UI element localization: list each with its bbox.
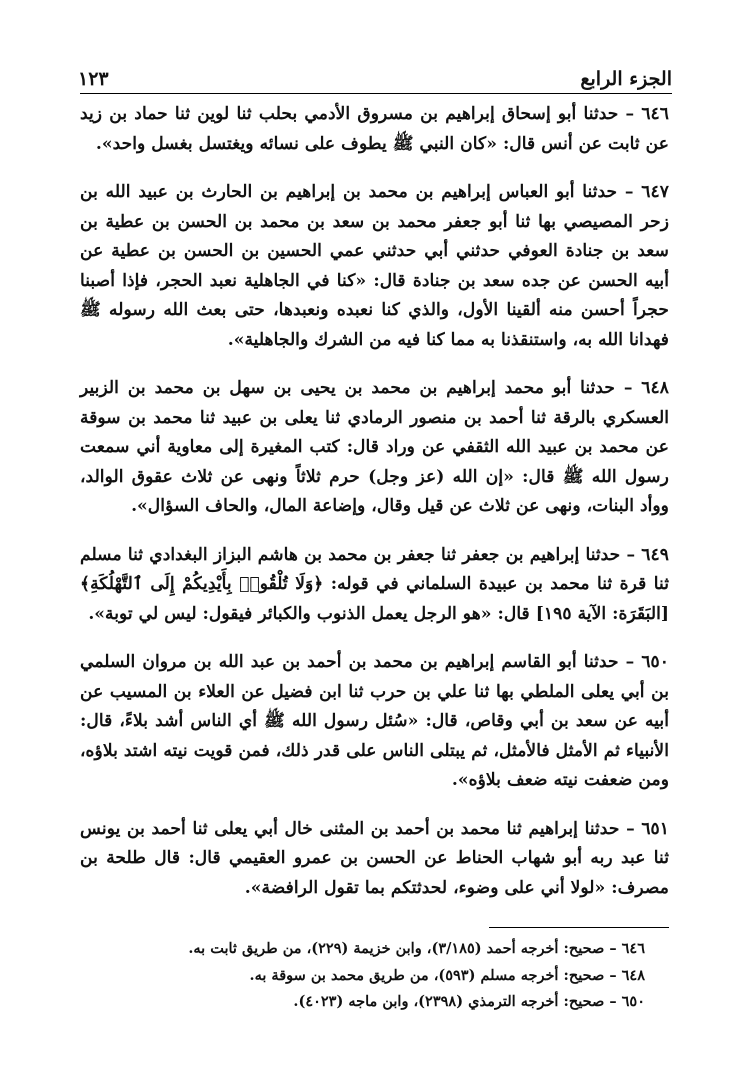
- number-separator: –: [619, 818, 642, 839]
- hadith-keyword: حدثنا: [580, 378, 615, 398]
- footnote-grade: صحيح:: [563, 966, 605, 984]
- footnote-number: ٦٤٨: [621, 966, 645, 984]
- page-header: [78, 56, 672, 90]
- hadith-text: إبراهيم ثنا محمد بن أحمد بن المثنى خال أبي يعلى ثنا أحمد بن يونس ثنا عبد ربه أبو شهاب الحناط عن الحسن بن عمرو العقيمي قال: قال طلحة بن مصرف: «لولا أني على وضوء، لحدثتكم بما تقول الرافضة».: [80, 818, 669, 898]
- hadith-keyword: حدثنا: [584, 818, 620, 839]
- header-rule: [80, 93, 672, 94]
- footnote-text: أخرجه الترمذي (٢٣٩٨)، وابن ماجه (٤٠٢٣).: [293, 993, 564, 1010]
- page-body: [80, 100, 669, 922]
- footnote-rule: [489, 927, 669, 928]
- hadith-keyword: حدثنا: [582, 182, 618, 202]
- number-separator: –: [618, 104, 642, 124]
- hadith-number: ٦٥٠: [641, 652, 670, 672]
- hadith-650: [80, 648, 669, 796]
- footnote-650: [80, 989, 645, 1016]
- footnote-separator: –: [604, 993, 622, 1010]
- hadith-647: [80, 178, 669, 355]
- footnote-646: [80, 936, 645, 963]
- hadith-648: [80, 374, 669, 522]
- hadith-keyword: حدثنا: [585, 544, 621, 565]
- footnotes: [80, 936, 645, 1016]
- footnote-separator: –: [604, 966, 622, 984]
- footnote-text: أخرجه أحمد (٣/١٨٥)، وابن خزيمة (٢٢٩)، من طريق ثابت به.: [188, 940, 564, 957]
- hadith-number: ٦٤٨: [641, 378, 669, 398]
- footnote-text: أخرجه مسلم (٥٩٣)، من طريق محمد بن سوقة به.: [249, 966, 564, 984]
- hadith-text: أبو إسحاق إبراهيم بن مسروق الأدمي بحلب ثنا لوين ثنا حماد بن زيد عن ثابت عن أنس قال: «كان النبي ﷺ يطوف على نسائه ويغتسل بغسل واحد».: [80, 104, 669, 154]
- footnote-grade: صحيح:: [563, 940, 605, 957]
- footnote-separator: –: [604, 940, 622, 957]
- number-separator: –: [617, 182, 642, 202]
- hadith-text: إبراهيم بن جعفر ثنا جعفر بن محمد بن هاشم البزاز البغدادي ثنا مسلم ثنا قرة ثنا محمد بن عبيدة السلماني في قوله: ﴿وَلَا تُلْقُوا۟ بِأَيْدِيكُمْ إِلَى ٱلتَّهْلُكَةِ﴾ [البَقَرَة: الآية ١٩٥] قال: «هو الرجل يعمل الذنوب والكبائر فيقول: ليس لي توبة».: [80, 544, 669, 624]
- number-separator: –: [620, 544, 642, 565]
- footnote-number: ٦٤٦: [621, 940, 645, 957]
- footnote-648: [80, 963, 645, 990]
- hadith-number: ٦٥١: [641, 818, 670, 839]
- hadith-text: أبو العباس إبراهيم بن محمد بن إبراهيم بن الحارث بن عبيد الله بن زحر المصيصي بها ثنا أبو جعفر محمد بن سعد بن محمد بن الحسن بن عطية بن سعد بن جنادة العوفي حدثني أبي حدثني عمي الحسين بن الحسن بن عطية عن أبيه الحسن عن جده سعد بن جنادة قال: «كنا في الجاهلية نعبد الحجر، فإذا أصبنا حجراً أحسن منه ألقينا الأول، والذي كنا نعبده ونعبدها، حتى بعث الله رسوله ﷺ فهدانا الله به، واستنقذنا به مما كنا فيه من الشرك والجاهلية».: [80, 182, 669, 350]
- hadith-text: أبو القاسم إبراهيم بن محمد بن أحمد بن عبد الله بن مروان السلمي بن أبي يعلى الملطي بها ثنا علي بن حرب ثنا ابن فضيل عن العلاء بن المسيب عن أبيه عن سعد بن أبي وقاص، قال: «سُئل رسول الله ﷺ أي الناس أشد بلاءً، قال: الأنبياء ثم الأمثل فالأمثل، ثم يبتلى الناس على قدر ذلك، فمن قويت نيته اشتد بلاؤه، ومن ضعفت نيته ضعف بلاؤه».: [80, 652, 669, 790]
- hadith-keyword: حدثنا: [583, 104, 619, 124]
- hadith-number: ٦٤٩: [641, 544, 669, 565]
- page-number: ١٢٣: [78, 68, 109, 90]
- footnote-grade: صحيح:: [563, 993, 605, 1010]
- number-separator: –: [614, 378, 642, 398]
- hadith-651: [80, 815, 669, 904]
- hadith-keyword: حدثنا: [583, 652, 619, 672]
- hadith-text: أبو محمد إبراهيم بن محمد بن يحيى بن سهل بن محمد بن الزبير العسكري بالرقة ثنا أحمد بن منصور الرمادي ثنا يعلى بن عبيد ثنا محمد بن سوقة عن محمد بن عبيد الله الثقفي عن وراد قال: كتب المغيرة إلى معاوية أني سمعت رسول الله ﷺ قال: «إن الله (عز وجل) حرم ثلاثاً ونهى عن ثلاث عقوق الوالد، ووأد البنات، ونهى عن ثلاث عن قيل وقال، وإضاعة المال، والحاف السؤال».: [80, 378, 669, 516]
- footnote-number: ٦٥٠: [621, 993, 645, 1010]
- hadith-646: [80, 100, 669, 159]
- hadith-number: ٦٤٦: [641, 104, 670, 124]
- hadith-number: ٦٤٧: [641, 182, 669, 202]
- number-separator: –: [618, 652, 642, 672]
- hadith-649: [80, 541, 669, 630]
- running-title: الجزء الرابع: [580, 68, 672, 90]
